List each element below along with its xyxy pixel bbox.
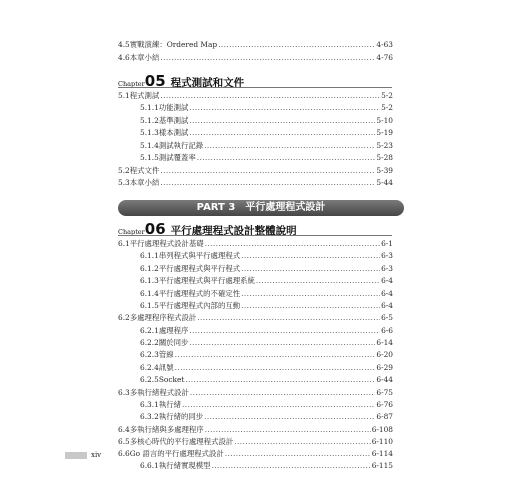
entry-page: 6-6 bbox=[381, 326, 393, 335]
entry-page: 4-63 bbox=[376, 40, 393, 49]
entry-page: 5-39 bbox=[376, 166, 393, 175]
toc-entry bbox=[140, 103, 393, 113]
dot-leader bbox=[197, 153, 376, 163]
toc-entry bbox=[140, 116, 393, 126]
dot-leader bbox=[241, 264, 380, 274]
dot-leader bbox=[189, 326, 380, 336]
entry-number: 6.1.2 bbox=[140, 264, 159, 273]
dot-leader bbox=[160, 53, 375, 63]
entry-page: 4-76 bbox=[376, 53, 393, 62]
entry-page: 6-115 bbox=[371, 461, 393, 470]
toc-entry bbox=[140, 326, 393, 336]
entry-title: 處理程序 bbox=[158, 326, 189, 335]
chapter-number: 05 bbox=[144, 72, 166, 90]
entry-page: 6-20 bbox=[376, 350, 393, 359]
entry-number: 5.1.1 bbox=[140, 103, 159, 112]
part-banner: PART 3 平行處理程式設計 bbox=[118, 200, 404, 216]
entry-number: 5.1 bbox=[118, 91, 130, 100]
toc-entry bbox=[118, 178, 393, 188]
entry-number: 6.4 bbox=[118, 425, 130, 434]
dot-leader bbox=[197, 313, 380, 323]
toc-entry bbox=[140, 338, 393, 348]
entry-page: 6-29 bbox=[376, 363, 393, 372]
toc-entry bbox=[140, 363, 393, 373]
toc-entry bbox=[140, 301, 393, 311]
chapter-title: 程式測試和文件 bbox=[170, 77, 245, 89]
entry-title: Socket bbox=[158, 375, 185, 384]
entry-title: 本章小結 bbox=[129, 53, 160, 62]
entry-number: 6.5 bbox=[118, 437, 130, 446]
entry-page: 5-10 bbox=[376, 116, 393, 125]
chapter-word: Chapter bbox=[118, 228, 145, 236]
entry-number: 6.6.1 bbox=[140, 461, 159, 470]
toc-entry bbox=[140, 350, 393, 360]
entry-number: 5.1.2 bbox=[140, 116, 159, 125]
dot-leader bbox=[160, 166, 375, 176]
dot-leader bbox=[204, 141, 375, 151]
entry-number: 5.1.5 bbox=[140, 153, 159, 162]
dot-leader bbox=[189, 338, 375, 348]
chapter-number: 06 bbox=[144, 220, 166, 238]
entry-page: 5-2 bbox=[381, 103, 393, 112]
entry-page: 5-23 bbox=[376, 141, 393, 150]
entry-title: Go 語言的平行處理程式設計 bbox=[129, 449, 224, 458]
toc-entry bbox=[140, 251, 393, 261]
dot-leader bbox=[175, 363, 376, 373]
entry-page: 6-3 bbox=[381, 251, 393, 260]
toc-entry bbox=[118, 40, 393, 50]
entry-number: 6.3 bbox=[118, 388, 130, 397]
entry-number: 6.2 bbox=[118, 313, 130, 322]
entry-title: 訊號 bbox=[158, 363, 174, 372]
dot-leader bbox=[234, 437, 370, 447]
entry-number: 5.1.4 bbox=[140, 141, 159, 150]
entry-page: 6-3 bbox=[381, 264, 393, 273]
toc-entry bbox=[140, 400, 393, 410]
toc-entry bbox=[140, 276, 393, 286]
toc-entry bbox=[118, 425, 393, 435]
entry-title: 關於同步 bbox=[158, 338, 189, 347]
toc-entry bbox=[118, 53, 393, 63]
entry-number: 6.1.5 bbox=[140, 301, 159, 310]
entry-title: 串列程式與平行處理程式 bbox=[158, 251, 241, 260]
entry-title: 程式測試 bbox=[129, 91, 160, 100]
entry-page: 5-19 bbox=[376, 128, 393, 137]
entry-number: 4.6 bbox=[118, 53, 130, 62]
chapter-word: Chapter bbox=[118, 80, 145, 88]
entry-title: 多核心時代的平行處理程式設計 bbox=[129, 437, 234, 446]
entry-title: 管線 bbox=[158, 350, 174, 359]
entry-title: 多執行緒程式設計 bbox=[129, 388, 189, 397]
entry-title: 平行處理程式內部的互動 bbox=[158, 301, 241, 310]
entry-title: 本章小結 bbox=[129, 178, 160, 187]
toc-entry bbox=[140, 128, 393, 138]
toc-entry bbox=[118, 437, 393, 447]
toc-entry bbox=[140, 412, 393, 422]
dot-leader bbox=[225, 449, 371, 459]
page-folio: xiv bbox=[91, 451, 102, 459]
entry-number: 6.1 bbox=[118, 239, 130, 248]
entry-page: 6-110 bbox=[371, 437, 393, 446]
dot-leader bbox=[160, 178, 375, 188]
toc-entry bbox=[118, 388, 393, 398]
toc-entry bbox=[118, 449, 393, 459]
entry-title: 平行處理程式設計基礎 bbox=[129, 239, 204, 248]
entry-number: 5.2 bbox=[118, 166, 130, 175]
dot-leader bbox=[218, 40, 375, 50]
dot-leader bbox=[241, 289, 380, 299]
entry-page: 6-114 bbox=[371, 449, 393, 458]
dot-leader bbox=[205, 425, 371, 435]
dot-leader bbox=[256, 276, 380, 286]
entry-title: 執行緒 bbox=[158, 400, 181, 409]
entry-number: 5.3 bbox=[118, 178, 130, 187]
entry-number: 6.2.4 bbox=[140, 363, 159, 372]
toc-entry bbox=[140, 141, 393, 151]
toc-entry bbox=[140, 289, 393, 299]
entry-page: 6-5 bbox=[381, 313, 393, 322]
entry-page: 5-28 bbox=[376, 153, 393, 162]
entry-title: 測試執行記錄 bbox=[158, 141, 204, 150]
entry-title: 平行處理程式的不確定性 bbox=[158, 289, 241, 298]
entry-number: 6.2.5 bbox=[140, 375, 159, 384]
dot-leader bbox=[205, 239, 380, 249]
dot-leader bbox=[241, 251, 380, 261]
chapter-rule bbox=[118, 87, 392, 88]
entry-page: 6-1 bbox=[381, 239, 393, 248]
entry-number: 6.3.2 bbox=[140, 412, 159, 421]
footer-bar bbox=[65, 452, 87, 459]
toc-entry bbox=[118, 313, 393, 323]
entry-number: 5.1.3 bbox=[140, 128, 159, 137]
dot-leader bbox=[160, 91, 380, 101]
toc-entry bbox=[118, 239, 393, 249]
toc-entry bbox=[118, 91, 393, 101]
toc-entry bbox=[118, 166, 393, 176]
toc-entry bbox=[140, 461, 393, 471]
dot-leader bbox=[175, 350, 376, 360]
dot-leader bbox=[212, 461, 371, 471]
entry-page: 6-44 bbox=[376, 375, 393, 384]
dot-leader bbox=[182, 400, 375, 410]
entry-page: 6-4 bbox=[381, 301, 393, 310]
entry-page: 5-44 bbox=[376, 178, 393, 187]
entry-title: 多處理程序程式設計 bbox=[129, 313, 197, 322]
dot-leader bbox=[190, 388, 375, 398]
entry-title: 實戰演練：Ordered Map bbox=[129, 40, 218, 49]
entry-number: 6.2.2 bbox=[140, 338, 159, 347]
toc-entry bbox=[140, 153, 393, 163]
entry-number: 6.1.3 bbox=[140, 276, 159, 285]
entry-title: 程式文件 bbox=[129, 166, 160, 175]
entry-number: 6.3.1 bbox=[140, 400, 159, 409]
chapter-rule bbox=[118, 235, 392, 236]
entry-page: 6-108 bbox=[371, 425, 393, 434]
entry-title: 平行處理程式與平行程式 bbox=[158, 264, 241, 273]
entry-page: 6-4 bbox=[381, 276, 393, 285]
toc-entry bbox=[140, 375, 393, 385]
entry-title: 執行緒實現模型 bbox=[158, 461, 211, 470]
entry-page: 6-4 bbox=[381, 289, 393, 298]
dot-leader bbox=[189, 116, 375, 126]
entry-page: 6-87 bbox=[376, 412, 393, 421]
entry-number: 6.1.1 bbox=[140, 251, 159, 260]
entry-page: 6-14 bbox=[376, 338, 393, 347]
entry-title: 執行緒的同步 bbox=[158, 412, 204, 421]
entry-page: 5-2 bbox=[381, 91, 393, 100]
dot-leader bbox=[185, 375, 375, 385]
entry-title: 多執行緒與多處理程序 bbox=[129, 425, 204, 434]
toc-entry bbox=[140, 264, 393, 274]
entry-title: 功能測試 bbox=[158, 103, 189, 112]
entry-number: 6.1.4 bbox=[140, 289, 159, 298]
entry-page: 6-76 bbox=[376, 400, 393, 409]
entry-title: 樣本測試 bbox=[158, 128, 189, 137]
entry-title: 測試覆蓋率 bbox=[158, 153, 196, 162]
entry-number: 4.5 bbox=[118, 40, 130, 49]
dot-leader bbox=[204, 412, 375, 422]
entry-number: 6.6 bbox=[118, 449, 130, 458]
dot-leader bbox=[189, 103, 380, 113]
chapter-title: 平行處理程式設計整體說明 bbox=[170, 225, 297, 237]
dot-leader bbox=[241, 301, 380, 311]
entry-number: 6.2.1 bbox=[140, 326, 159, 335]
dot-leader bbox=[189, 128, 375, 138]
entry-title: 平行處理程式與平行處理系統 bbox=[158, 276, 255, 285]
entry-page: 6-75 bbox=[376, 388, 393, 397]
entry-title: 基準測試 bbox=[158, 116, 189, 125]
entry-number: 6.2.3 bbox=[140, 350, 159, 359]
